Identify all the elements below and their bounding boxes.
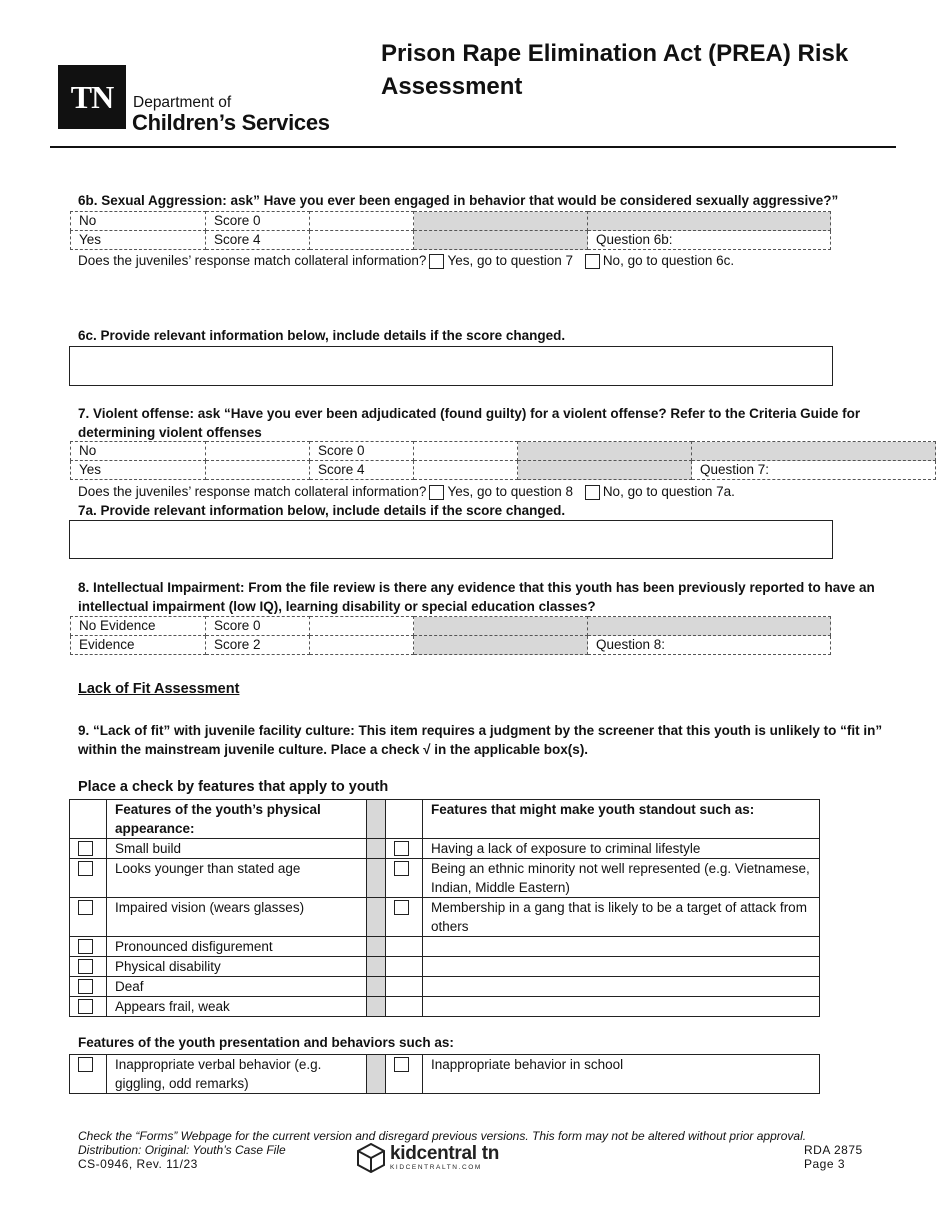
q6b-row1-label: Yes: [71, 231, 206, 250]
table-row: [70, 937, 820, 957]
table-row: [70, 997, 820, 1017]
table-row: [70, 800, 820, 839]
footer-form-id: CS-0946, Rev. 11/23: [78, 1157, 198, 1171]
q6b-result-field[interactable]: Question 6b:: [588, 231, 831, 250]
table-row: [71, 212, 831, 231]
q7-question: 7. Violent offense: ask “Have you ever been adjudicated (found guilty) for a violent offense? Refer to the Criteria Guide for determining violent offenses: [78, 406, 861, 440]
q8-table: [70, 616, 831, 655]
physical-header: Features of the youth’s physical appearance:: [107, 800, 367, 839]
table-row: [70, 839, 820, 859]
q6b-match-line: [78, 251, 734, 270]
physical-item: Looks younger than stated age: [107, 859, 367, 898]
physical-item: Deaf: [107, 977, 367, 997]
table-row: [70, 859, 820, 898]
q6b-row1-score: Score 4: [206, 231, 310, 250]
q7-yes-checkbox[interactable]: [429, 485, 444, 500]
q6b-yes-label: Yes, go to question 7: [447, 253, 574, 268]
physical-item: Physical disability: [107, 957, 367, 977]
table-row: [71, 231, 831, 250]
physical-checkbox-0[interactable]: [78, 841, 93, 856]
behavior-right-checkbox[interactable]: [394, 1057, 409, 1072]
q6c-question: 6c. Provide relevant information below, include details if the score changed.: [78, 328, 566, 343]
q7a-question: 7a. Provide relevant information below, include details if the score changed.: [78, 503, 566, 518]
kidcentral-url: KIDCENTRALTN.COM: [390, 1164, 482, 1171]
physical-item: Appears frail, weak: [107, 997, 367, 1017]
behavior-heading: Features of the youth presentation and behaviors such as:: [78, 1035, 454, 1050]
q7-row1-label: Yes: [71, 461, 206, 480]
table-row: [70, 898, 820, 937]
q6b-yes-checkbox[interactable]: [429, 254, 444, 269]
standout-checkbox-0[interactable]: [394, 841, 409, 856]
logo-mark: TN: [70, 78, 114, 115]
table-row: [70, 977, 820, 997]
table-row: [71, 636, 831, 655]
q7-match-line: [78, 482, 735, 501]
q7-row0-label: No: [71, 442, 206, 461]
standout-item: Having a lack of exposure to criminal lifestyle: [423, 839, 820, 859]
footer-rda: RDA 2875: [804, 1143, 863, 1157]
behavior-left-item: Inappropriate verbal behavior (e.g. giggling, odd remarks): [107, 1055, 367, 1094]
physical-checkbox-1[interactable]: [78, 861, 93, 876]
q8-row1-score: Score 2: [206, 636, 310, 655]
q7-row0-score: Score 0: [310, 442, 414, 461]
features-table: [69, 799, 820, 1017]
q6b-no-checkbox[interactable]: [585, 254, 600, 269]
q8-row1-label: Evidence: [71, 636, 206, 655]
table-row: [71, 617, 831, 636]
q7a-textbox[interactable]: [69, 520, 833, 559]
standout-header: Features that might make youth standout such as:: [423, 800, 820, 839]
physical-item: Impaired vision (wears glasses): [107, 898, 367, 937]
footer-page: Page 3: [804, 1157, 846, 1171]
q6b-no-label: No, go to question 6c.: [602, 253, 735, 268]
physical-checkbox-6[interactable]: [78, 999, 93, 1014]
dept-line1: Department of: [133, 94, 232, 111]
q6c-textbox[interactable]: [69, 346, 833, 386]
page-title: Prison Rape Elimination Act (PREA) Risk Assessment: [381, 40, 849, 100]
q8-result-field[interactable]: Question 8:: [588, 636, 831, 655]
q7-no-label: No, go to question 7a.: [602, 484, 735, 499]
q7-table: [70, 441, 936, 480]
q6b-row0-label: No: [71, 212, 206, 231]
behavior-left-checkbox[interactable]: [78, 1057, 93, 1072]
lack-of-fit-heading: Lack of Fit Assessment: [78, 681, 240, 697]
kidcentral-logo-icon: [357, 1143, 385, 1173]
physical-checkbox-5[interactable]: [78, 979, 93, 994]
table-row: [71, 442, 936, 461]
tn-logo: [58, 65, 126, 129]
standout-item: Membership in a gang that is likely to be a target of attack from others: [423, 898, 820, 937]
q6b-question: 6b. Sexual Aggression: ask” Have you ever been engaged in behavior that would be considered sexually aggressive?”: [78, 193, 839, 208]
table-row: [70, 957, 820, 977]
standout-item: Being an ethnic minority not well represented (e.g. Vietnamese, Indian, Middle Eastern): [423, 859, 820, 898]
table-row: [71, 461, 936, 480]
physical-checkbox-4[interactable]: [78, 959, 93, 974]
behavior-right-item: Inappropriate behavior in school: [423, 1055, 820, 1094]
standout-checkbox-1[interactable]: [394, 861, 409, 876]
q8-question: 8. Intellectual Impairment: From the file review is there any evidence that this youth has been previously reported to have an intellectual impairment (low IQ), learning disability or special education classes?: [78, 580, 875, 614]
header-divider: [50, 146, 896, 148]
q7-result-field[interactable]: Question 7:: [692, 461, 936, 480]
q7-yes-label: Yes, go to question 8: [447, 484, 574, 499]
place-check-heading: Place a check by features that apply to youth: [78, 779, 389, 795]
footer-notice: Check the “Forms” Webpage for the current version and disregard previous versions. This form may not be altered without prior approval.: [78, 1129, 807, 1143]
physical-item: Pronounced disfigurement: [107, 937, 367, 957]
physical-checkbox-3[interactable]: [78, 939, 93, 954]
q7-match-prompt: Does the juveniles’ response match collateral information?: [78, 484, 427, 499]
physical-checkbox-2[interactable]: [78, 900, 93, 915]
standout-checkbox-2[interactable]: [394, 900, 409, 915]
table-row: [70, 1055, 820, 1094]
q8-row0-score: Score 0: [206, 617, 310, 636]
dept-line2: Children’s Services: [132, 110, 330, 135]
q8-row0-label: No Evidence: [71, 617, 206, 636]
q6b-match-prompt: Does the juveniles’ response match collateral information?: [78, 253, 427, 268]
q7-row1-score: Score 4: [310, 461, 414, 480]
q9-question: 9. “Lack of fit” with juvenile facility culture: This item requires a judgment by the screener that this youth is unlikely to “fit in” within the mainstream juvenile culture. Place a check √ in the applicable box(s).: [78, 723, 883, 757]
q6b-table: [70, 211, 831, 250]
physical-item: Small build: [107, 839, 367, 859]
q7-no-checkbox[interactable]: [585, 485, 600, 500]
kidcentral-brand: kidcentral tn: [390, 1143, 500, 1164]
q6b-row0-score: Score 0: [206, 212, 310, 231]
footer-distribution: Distribution: Original: Youth’s Case File: [78, 1143, 286, 1157]
behavior-table: [69, 1054, 820, 1094]
